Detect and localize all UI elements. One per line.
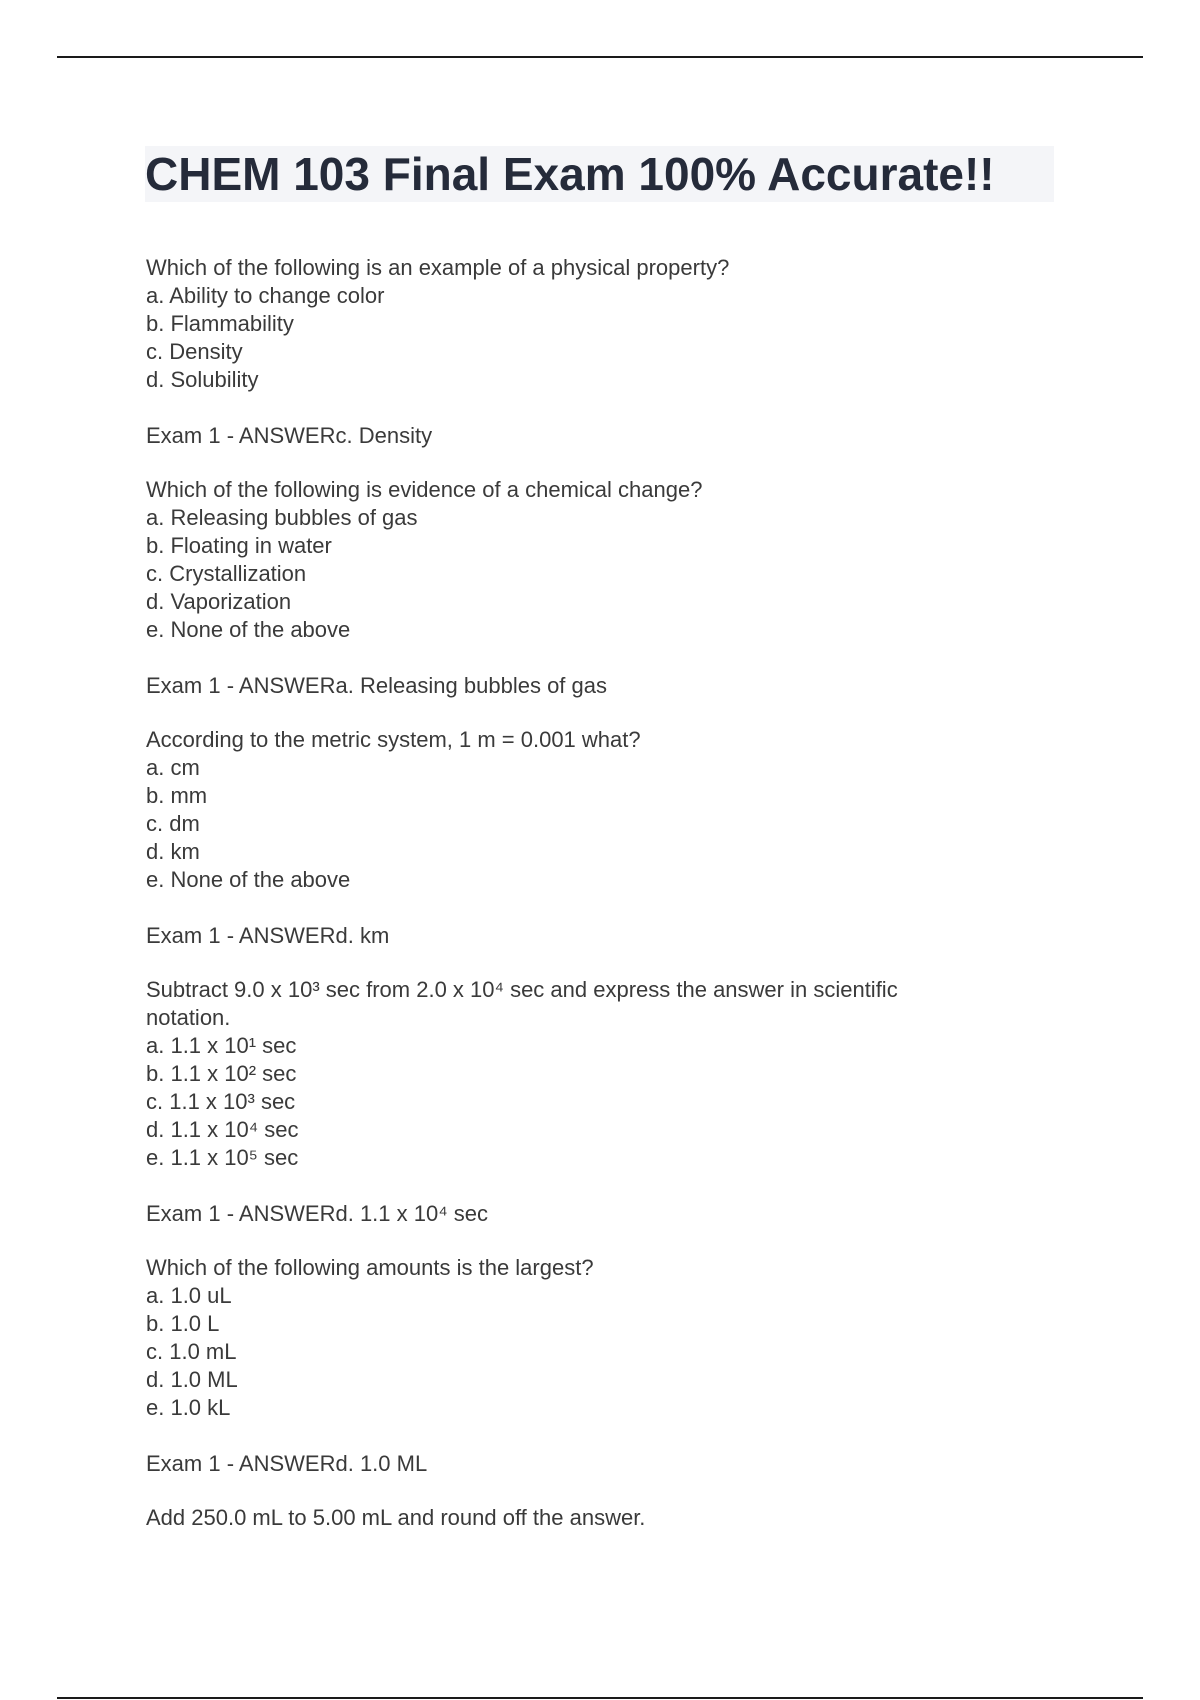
question-prompt: Which of the following is an example of a physical property?	[146, 255, 730, 280]
answer-option: b. Flammability	[146, 311, 294, 336]
answer-1	[146, 422, 1106, 450]
question-prompt: Which of the following amounts is the largest?	[146, 1255, 594, 1280]
question-prompt: Subtract 9.0 x 10³ sec from 2.0 x 10⁴ sec and express the answer in scientific notation.	[146, 977, 898, 1030]
answer-key: Exam 1 - ANSWERa. Releasing bubbles of gas	[146, 673, 608, 698]
answer-option: c. dm	[146, 811, 200, 836]
answer-key: Exam 1 - ANSWERc. Density	[146, 423, 433, 448]
answer-2	[146, 672, 1106, 700]
answer-option: c. 1.1 x 10³ sec	[146, 1089, 296, 1114]
answer-option: b. 1.0 L	[146, 1311, 220, 1336]
question-6	[146, 1504, 1106, 1532]
answer-option: a. 1.1 x 10¹ sec	[146, 1033, 297, 1058]
answer-option: d. 1.1 x 10⁴ sec	[146, 1117, 299, 1142]
question-prompt: Which of the following is evidence of a chemical change?	[146, 477, 703, 502]
answer-option: e. 1.1 x 10⁵ sec	[146, 1145, 299, 1170]
answer-option: c. 1.0 mL	[146, 1339, 237, 1364]
question-5	[146, 1254, 1106, 1422]
question-1	[146, 254, 1106, 394]
question-prompt: Add 250.0 mL to 5.00 mL and round off the answer.	[146, 1505, 646, 1530]
question-prompt: According to the metric system, 1 m = 0.001 what?	[146, 727, 641, 752]
answer-option: e. 1.0 kL	[146, 1395, 231, 1420]
answer-5	[146, 1450, 1106, 1478]
document-title: CHEM 103 Final Exam 100% Accurate!!	[145, 148, 995, 200]
answer-key: Exam 1 - ANSWERd. km	[146, 923, 390, 948]
document-body	[146, 254, 1106, 1560]
bottom-rule	[57, 1697, 1143, 1699]
answer-option: d. km	[146, 839, 200, 864]
answer-4	[146, 1200, 1106, 1228]
answer-option: a. Releasing bubbles of gas	[146, 505, 418, 530]
answer-option: e. None of the above	[146, 867, 351, 892]
answer-option: a. 1.0 uL	[146, 1283, 232, 1308]
answer-option: b. Floating in water	[146, 533, 332, 558]
answer-3	[146, 922, 1106, 950]
answer-option: a. Ability to change color	[146, 283, 385, 308]
answer-option: b. 1.1 x 10² sec	[146, 1061, 297, 1086]
question-2	[146, 476, 1106, 644]
title-highlight	[145, 146, 1054, 202]
top-rule	[57, 56, 1143, 58]
answer-option: e. None of the above	[146, 617, 351, 642]
question-4	[146, 976, 1106, 1172]
answer-key: Exam 1 - ANSWERd. 1.0 ML	[146, 1451, 428, 1476]
answer-key: Exam 1 - ANSWERd. 1.1 x 10⁴ sec	[146, 1201, 489, 1226]
answer-option: a. cm	[146, 755, 200, 780]
answer-option: c. Crystallization	[146, 561, 307, 586]
answer-option: d. 1.0 ML	[146, 1367, 238, 1392]
answer-option: d. Solubility	[146, 367, 259, 392]
answer-option: b. mm	[146, 783, 208, 808]
answer-option: d. Vaporization	[146, 589, 292, 614]
question-3	[146, 726, 1106, 894]
answer-option: c. Density	[146, 339, 243, 364]
